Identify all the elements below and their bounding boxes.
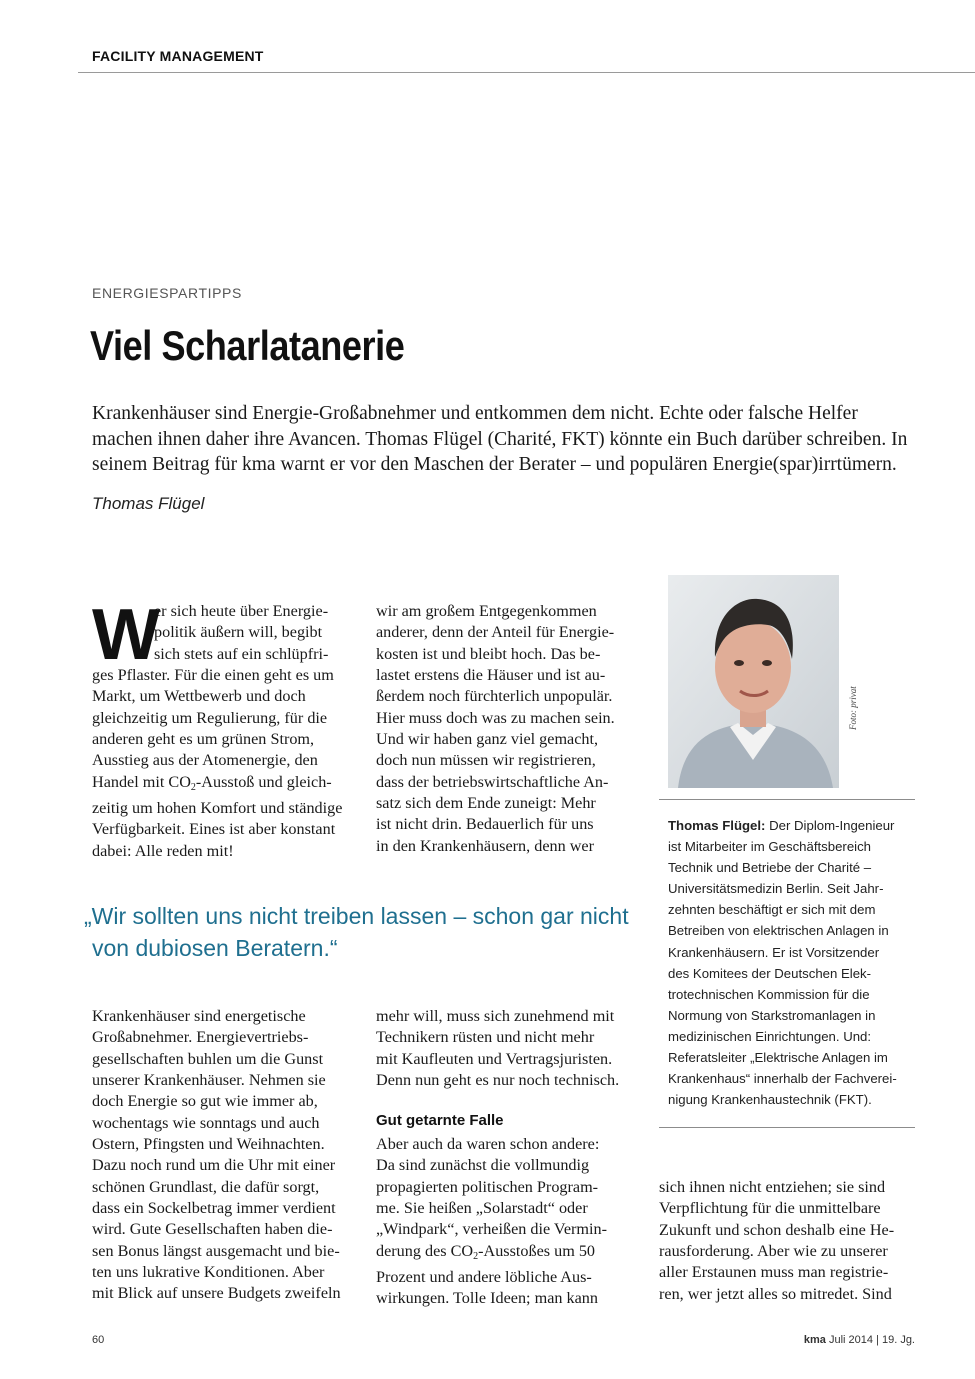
caption-name: Thomas Flügel: (668, 818, 766, 833)
article-kicker: ENERGIESPARTIPPS (92, 285, 242, 301)
pull-quote (84, 900, 644, 964)
body-line: politik äußern will, begibt (154, 623, 323, 642)
caption-line: des Komitees der Deutschen Elek- (668, 965, 872, 981)
issue-info (804, 1334, 915, 1346)
section-heading: FACILITY MANAGEMENT (92, 48, 264, 64)
author-photo (668, 575, 839, 788)
body-line: Denn nun geht es nur noch technisch. (376, 1071, 620, 1090)
magazine-brand: kma (803, 1334, 826, 1346)
body-line: Verpflichtung für die unmittelbare (659, 1199, 881, 1218)
caption-line (668, 815, 918, 836)
body-line: wir am großem Entgegenkommen (376, 602, 597, 620)
body-column-1-top (92, 595, 350, 862)
header-rule (78, 72, 975, 73)
body-text: -Ausstoß und gleich- (195, 772, 332, 791)
article-lead: Krankenhäuser sind Energie-Großabnehmer und entkommen dem nicht. Echte oder falsche Helfer machen ihnen daher ihre Avancen. Thomas Flügel (Charité, FKT) könnte ein Buch darüber schreiben. In seinem Beitrag für kma warnt er vor den Maschen der Berater – und populären Energie(spar)irrtümern. (92, 403, 908, 475)
body-line: sich stets auf ein schlüpfri- (154, 644, 329, 663)
body-line: rausforderung. Aber wie zu unserer (659, 1242, 888, 1261)
body-line: mit Blick auf unsere Budgets zweifeln (92, 1284, 341, 1303)
caption-line: Betreiben von elektrischen Anlagen in (668, 923, 889, 939)
body-line: dass der betriebswirtschaftliche An- (376, 772, 609, 791)
body-line: Technikern rüsten und nicht mehr (376, 1028, 595, 1047)
body-line: propagierten politischen Program- (376, 1177, 599, 1196)
body-line: Markt, um Wettbewerb und doch (92, 687, 306, 706)
pull-quote-line: „Wir sollten uns nicht treiben lassen – schon gar nicht (84, 903, 629, 929)
caption-line: Universitätsmedizin Berlin. Seit Jahr- (668, 881, 884, 897)
caption-rule-top (659, 799, 915, 800)
body-line (92, 772, 350, 798)
body-column-2-top (376, 601, 634, 857)
caption-line: zehnten beschäftigt er sich mit dem (668, 902, 876, 918)
pull-quote-line: von dubiosen Beratern.“ (92, 935, 338, 961)
body-line: doch nun müssen wir registrieren, (376, 751, 596, 770)
subscript: 2 (473, 1250, 479, 1262)
body-line: sich ihnen nicht entziehen; sie sind (659, 1178, 886, 1196)
caption-line: trotechnischen Kommission für die (668, 986, 870, 1002)
body-line: ren, wer jetzt alles so mitredet. Sind (659, 1284, 892, 1303)
body-line: Prozent und andere löbliche Aus- (376, 1268, 592, 1287)
article-title: Viel Scharlatanerie (90, 322, 405, 369)
body-line: Großabnehmer. Energievertriebs- (92, 1028, 309, 1047)
body-line: dabei: Alle reden mit! (92, 841, 234, 860)
body-line: ten uns lukrative Konditionen. Aber (92, 1263, 325, 1282)
body-line: wochentags wie sonntags und auch (92, 1113, 320, 1132)
body-column-2-bottom-a (376, 1006, 634, 1091)
caption-line: Normung von Starkstromanlagen in (668, 1007, 876, 1023)
body-line: mit Kaufleuten und Vertragsjuristen. (376, 1049, 613, 1068)
body-line: dass ein Sockelbetrag immer verdient (92, 1199, 336, 1218)
body-line: sen Bonus längst ausgemacht und bie- (92, 1241, 340, 1260)
caption-line: nigung Krankenhaustechnik (FKT). (668, 1092, 872, 1108)
article-author: Thomas Flügel (92, 494, 205, 513)
body-line: mehr will, muss sich zunehmend mit (376, 1007, 615, 1025)
caption-line: Technik und Betriebe der Charité – (668, 860, 872, 876)
author-caption (668, 815, 918, 1110)
body-line: unserer Krankenhäuser. Nehmen sie (92, 1071, 326, 1090)
body-line: schönen Grundlast, die dafür sorgt, (92, 1177, 320, 1196)
subheading: Gut getarnte Falle (376, 1112, 504, 1129)
caption-line: Krankenhaus“ innerhalb der Fachverei- (668, 1071, 897, 1087)
body-line: er sich heute über Energie- (154, 602, 329, 620)
body-line: Dazu noch rund um die Uhr mit einer (92, 1156, 336, 1175)
body-line: wird. Gute Gesellschaften haben die- (92, 1220, 333, 1239)
body-line: ist nicht drin. Bedauerlich für uns (376, 815, 594, 834)
drop-cap: W (92, 595, 160, 675)
body-column-1-bottom (92, 1006, 350, 1305)
body-line (376, 1241, 634, 1267)
body-line: Zukunft und schon deshalb eine He- (659, 1220, 895, 1239)
subscript: 2 (190, 781, 196, 793)
body-line: aller Erstaunen muss man registrie- (659, 1263, 889, 1282)
body-line: gesellschaften buhlen um die Gunst (92, 1049, 324, 1068)
body-text: -Ausstoßes um 50 (478, 1241, 596, 1260)
body-line: Da sind zunächst die vollmundig (376, 1156, 590, 1175)
photo-credit: Foto: privat (848, 686, 858, 730)
caption-line: Krankenhäusern. Er ist Vorsitzender (668, 944, 880, 960)
body-line: zeitig um hohen Komfort und ständige (92, 799, 343, 818)
body-line: Ausstieg aus der Atomenergie, den (92, 751, 318, 770)
body-line: Aber auch da waren schon andere: (376, 1135, 600, 1153)
body-line: wirkungen. Tolle Ideen; man kann (376, 1289, 598, 1308)
page-number: 60 (92, 1334, 105, 1346)
body-line: anderer, denn der Anteil für Energie- (376, 623, 615, 642)
body-line: ges Pflaster. Für die einen geht es um (92, 666, 334, 685)
body-text: derung des CO (376, 1241, 474, 1260)
body-line: „Windpark“, verheißen die Vermin- (376, 1220, 607, 1239)
body-text: Handel mit CO (92, 772, 191, 791)
body-column-3-bottom (659, 1177, 915, 1305)
body-line: Krankenhäuser sind energetische (92, 1007, 306, 1025)
portrait-illustration (668, 575, 839, 788)
body-column-2-bottom-b (376, 1134, 634, 1310)
body-line: me. Sie heißen „Solarstadt“ oder (376, 1199, 588, 1218)
issue-date: Juli 2014 | 19. Jg. (828, 1334, 915, 1346)
body-line: Verfügbarkeit. Eines ist aber konstant (92, 820, 336, 839)
body-line: kosten ist und bleibt hoch. Das be- (376, 644, 601, 663)
caption-line: medizinischen Einrichtungen. Und: (668, 1028, 872, 1044)
caption-line: ist Mitarbeiter im Geschäftsbereich (668, 839, 872, 855)
body-line: Hier muss doch was zu machen sein. (376, 708, 615, 727)
body-line: Ostern, Pfingsten und Weihnachten. (92, 1135, 325, 1154)
body-line: in den Krankenhäusern, denn wer (376, 836, 595, 855)
body-line: satz sich dem Ende zuneigt: Mehr (376, 794, 596, 813)
body-line: ßerdem noch fürchterlich unpopulär. (376, 687, 613, 706)
body-line: lastet erstens die Häuser und ist au- (376, 666, 606, 685)
caption-text: Der Diplom-Ingenieur (765, 818, 895, 833)
body-line: gleichzeitig um Regulierung, für die (92, 708, 328, 727)
body-line: doch Energie so gut wie immer ab, (92, 1092, 318, 1111)
caption-line: Referatsleiter „Elektrische Anlagen im (668, 1050, 888, 1066)
body-line: anderen geht es um grünen Strom, (92, 730, 315, 749)
body-line: Und wir haben ganz viel gemacht, (376, 730, 599, 749)
caption-rule-bottom (659, 1127, 915, 1128)
